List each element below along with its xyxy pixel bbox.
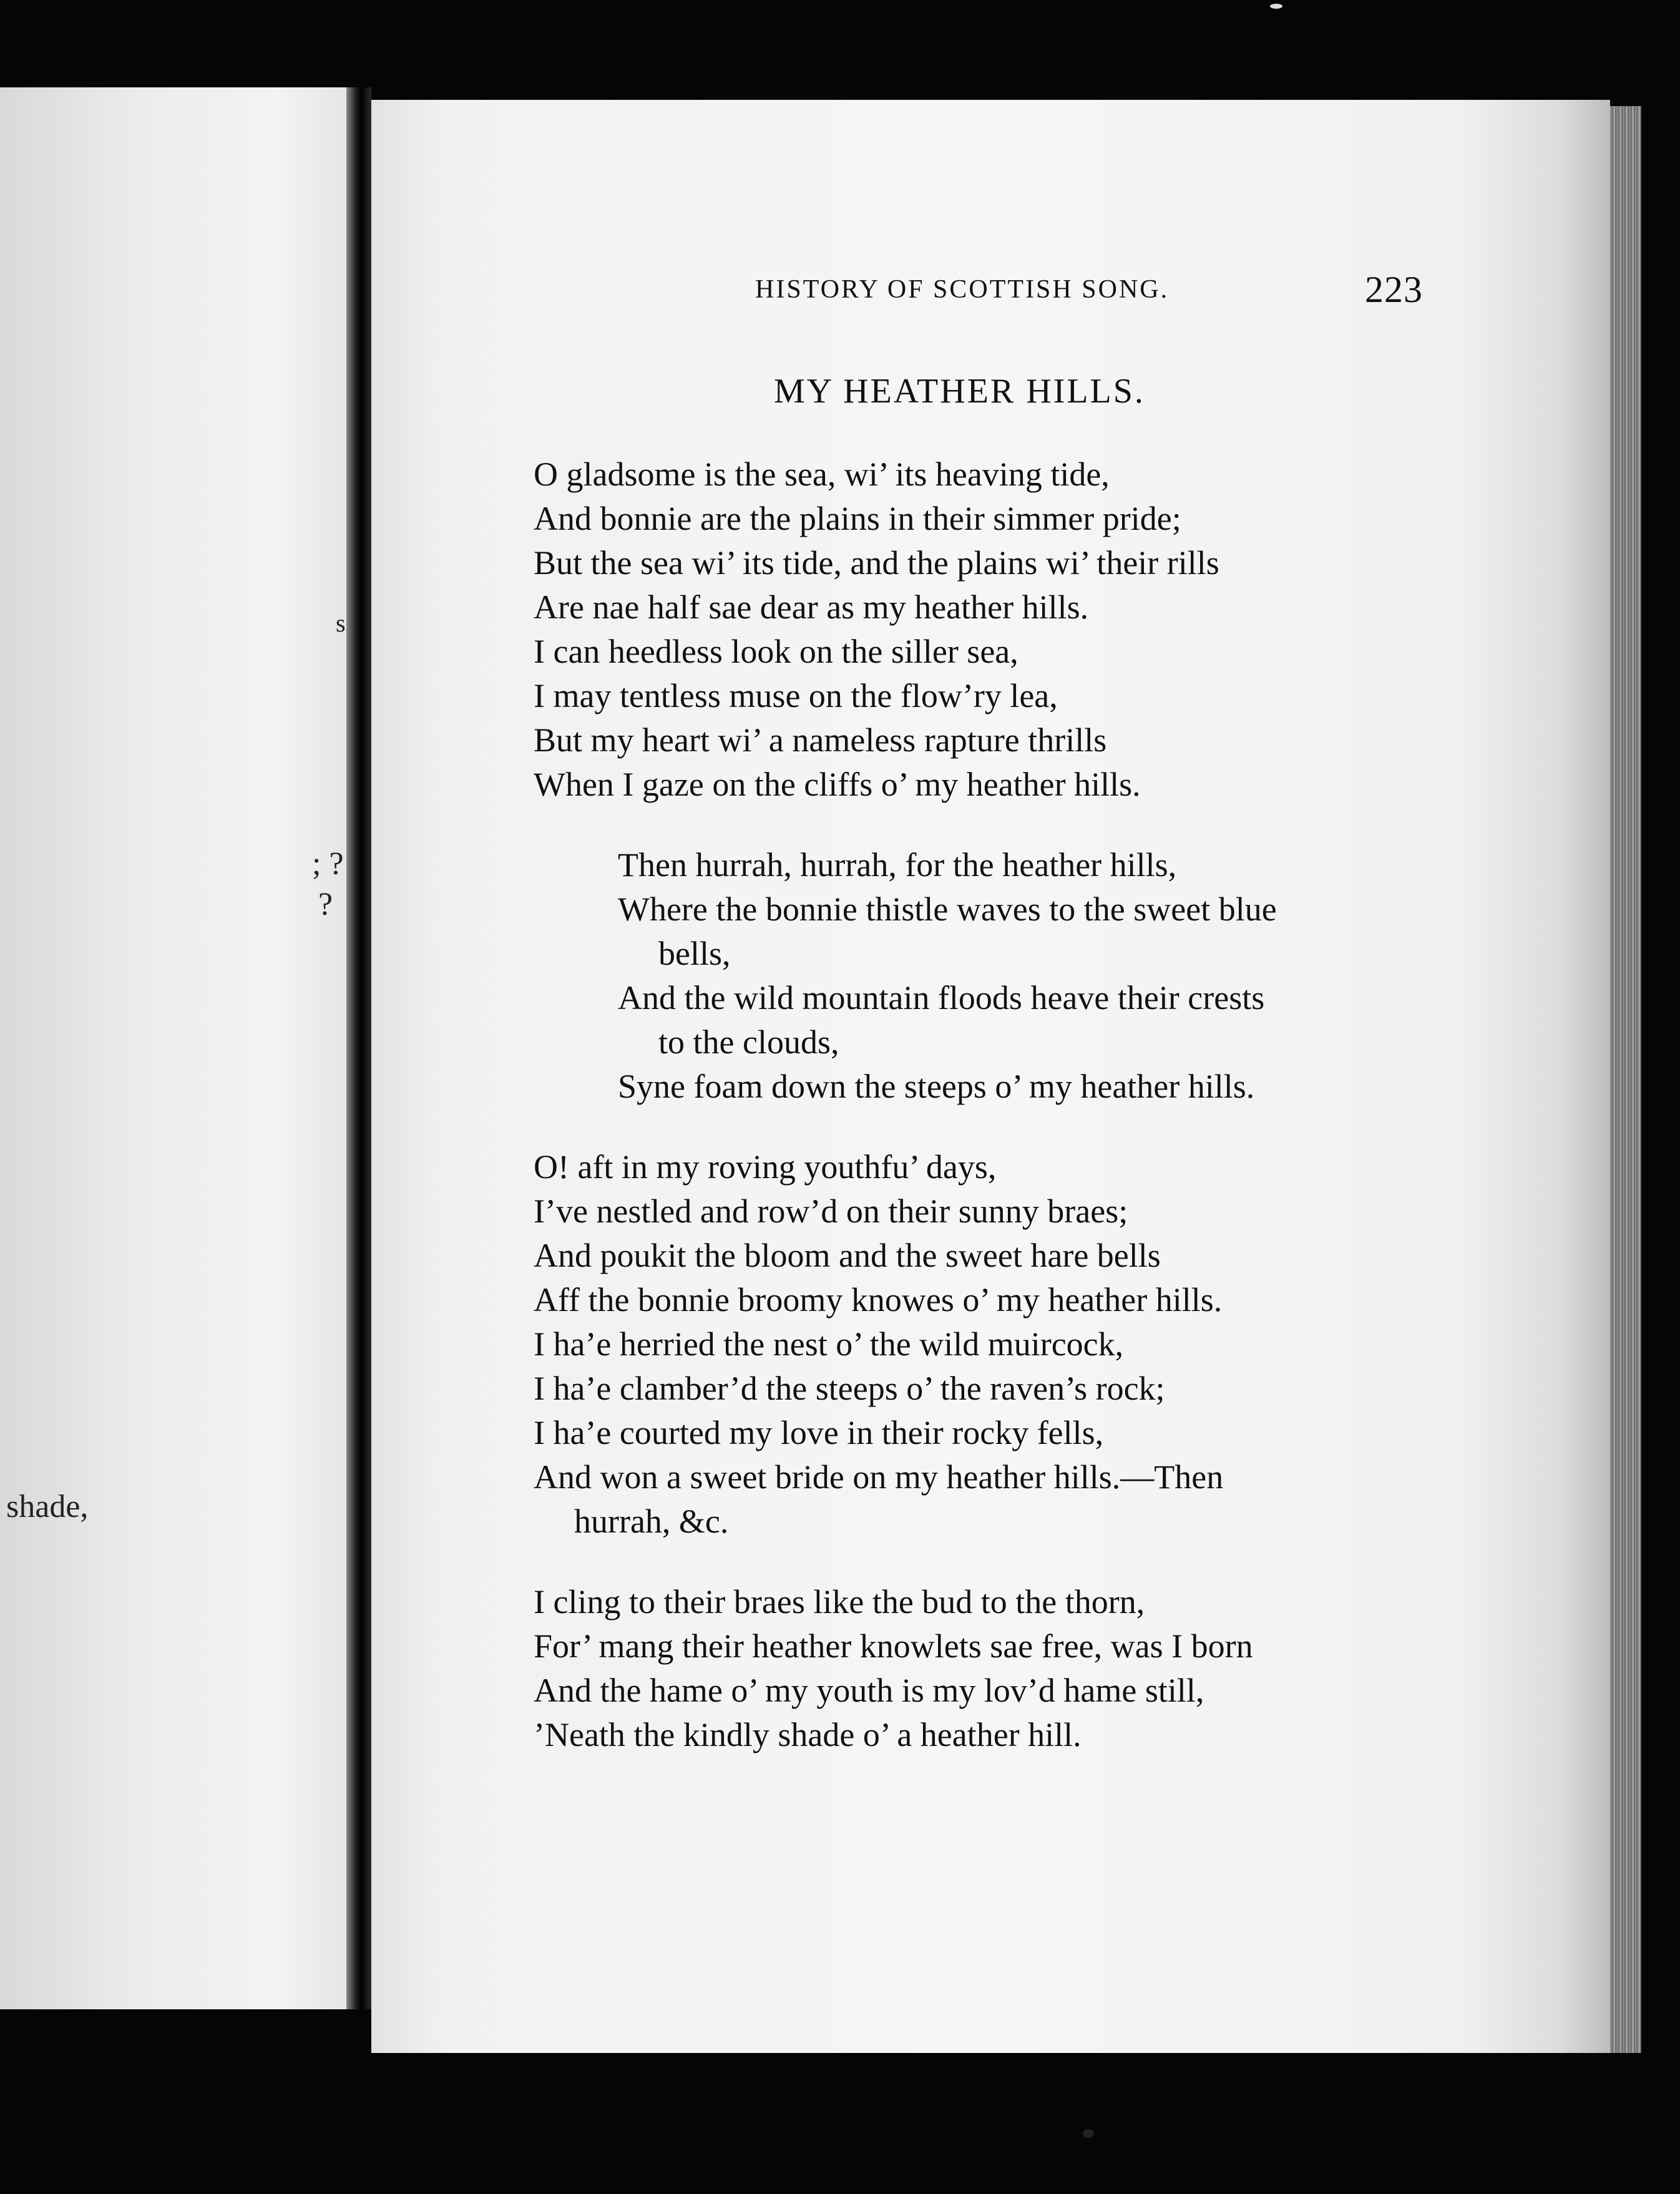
left-page xyxy=(0,87,349,2009)
verse-line: I can heedless look on the siller sea, xyxy=(534,633,1018,670)
page-number: 223 xyxy=(1365,269,1423,310)
scan-speck xyxy=(1270,4,1282,9)
verse-line: ’Neath the kindly shade o’ a heather hill. xyxy=(534,1716,1082,1753)
verse-line-continuation: to the clouds, xyxy=(658,1023,839,1061)
left-page-fragment: ; ? xyxy=(312,846,344,882)
verse-line: Then hurrah, hurrah, for the heather hills, xyxy=(618,846,1177,884)
left-page-fragment: shade, xyxy=(6,1489,89,1524)
stanza-3 xyxy=(534,1580,1595,1757)
verse-line: I’ve nestled and row’d on their sunny braes; xyxy=(534,1192,1128,1230)
poem-title: MY HEATHER HILLS. xyxy=(774,372,1145,411)
verse-line: When I gaze on the cliffs o’ my heather hills. xyxy=(534,766,1141,803)
chorus xyxy=(618,843,1595,1109)
page-edge xyxy=(1610,106,1641,2053)
verse-line: Are nae half sae dear as my heather hills. xyxy=(534,588,1089,626)
stanza-1 xyxy=(534,452,1595,807)
left-page-fragment: ? xyxy=(318,887,333,922)
verse-line: And poukit the bloom and the sweet hare bells xyxy=(534,1237,1161,1274)
verse-line: And the wild mountain floods heave their crests xyxy=(618,979,1265,1017)
verse-line: I ha’e courted my love in their rocky fells, xyxy=(534,1414,1104,1451)
verse-line: Syne foam down the steeps o’ my heather hills. xyxy=(618,1068,1255,1105)
verse-line: Where the bonnie thistle waves to the sweet blue xyxy=(618,890,1277,928)
verse-line: O gladsome is the sea, wi’ its heaving tide, xyxy=(534,456,1110,493)
scan-speck xyxy=(1083,2129,1094,2138)
verse-line-continuation: hurrah, &c. xyxy=(574,1503,729,1540)
verse-line: But the sea wi’ its tide, and the plains wi’ their rills xyxy=(534,544,1219,582)
verse-line: But my heart wi’ a nameless rapture thrills xyxy=(534,721,1107,759)
verse-line: I ha’e herried the nest o’ the wild muircock, xyxy=(534,1325,1124,1363)
verse-line: Aff the bonnie broomy knowes o’ my heather hills. xyxy=(534,1281,1223,1319)
poem-body xyxy=(534,452,1595,1793)
verse-line: And the hame o’ my youth is my lov’d hame still, xyxy=(534,1672,1204,1709)
book-gutter xyxy=(346,87,371,2009)
verse-line: For’ mang their heather knowlets sae free, was I born xyxy=(534,1627,1253,1665)
verse-line-continuation: bells, xyxy=(658,935,731,972)
verse-line: And bonnie are the plains in their simmer pride; xyxy=(534,500,1181,537)
running-head-title: HISTORY OF SCOTTISH SONG. xyxy=(755,275,1170,304)
stanza-2 xyxy=(534,1145,1595,1544)
left-page-fragment: s xyxy=(336,609,346,637)
verse-line: I ha’e clamber’d the steeps o’ the raven’s rock; xyxy=(534,1370,1165,1407)
verse-line: O! aft in my roving youthfu’ days, xyxy=(534,1148,997,1186)
verse-line: I cling to their braes like the bud to the thorn, xyxy=(534,1583,1145,1621)
verse-line: And won a sweet bride on my heather hills.—Then xyxy=(534,1458,1224,1496)
verse-line: I may tentless muse on the flow’ry lea, xyxy=(534,677,1058,714)
